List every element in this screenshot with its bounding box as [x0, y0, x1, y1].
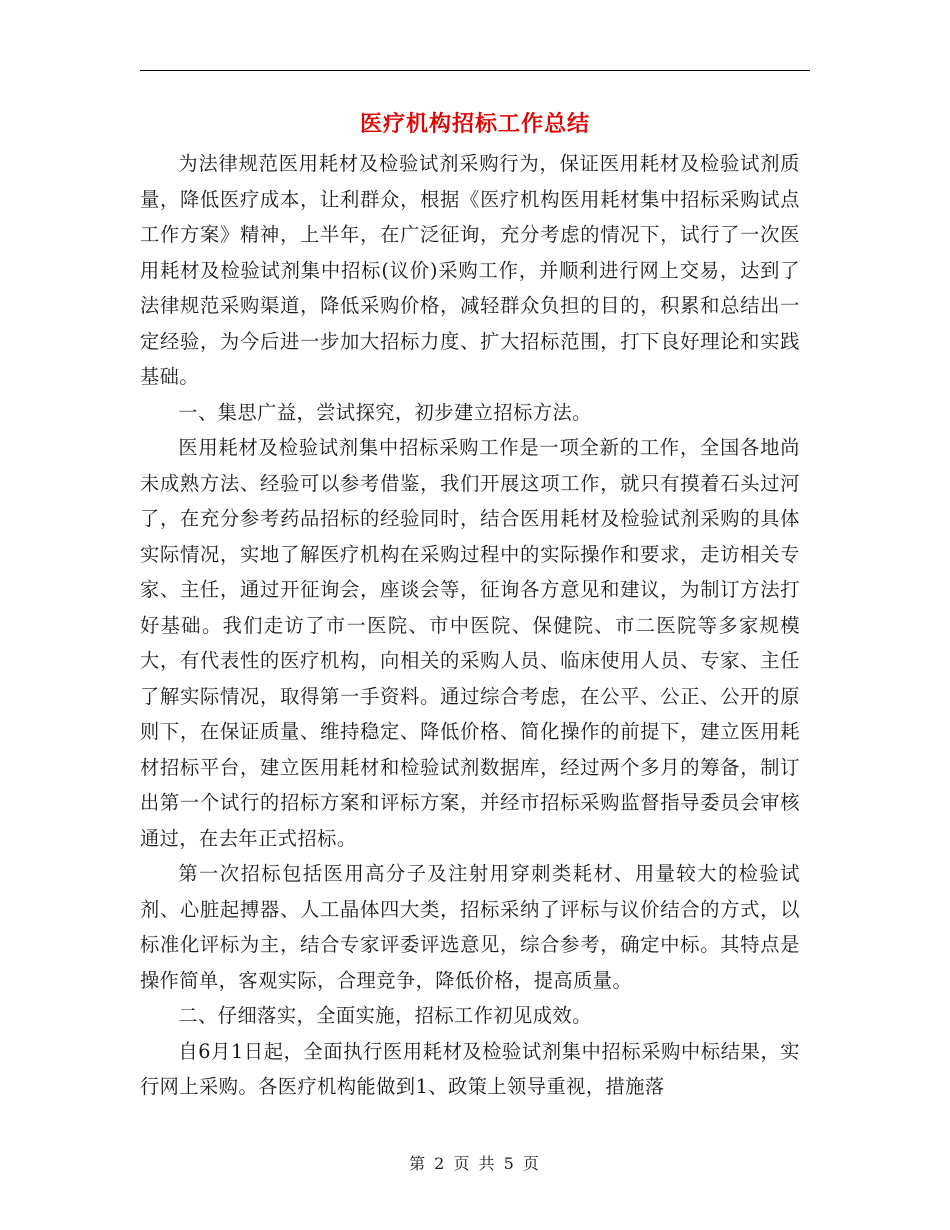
- paragraph-section-2: 自6月1日起，全面执行医用耗材及检验试剂集中招标采购中标结果，实行网上采购。各医疗机构能做到1、政策上领导重视，措施落: [140, 1039, 800, 1098]
- header-rule: [140, 70, 810, 71]
- page-number: 第 2 页 共 5 页: [409, 1154, 541, 1173]
- paragraph-first-tender: 第一次招标包括医用高分子及注射用穿刺类耗材、用量较大的检验试剂、心脏起搏器、人工晶体四大类，招标采纳了评标与议价结合的方式，以标准化评标为主，结合专家评委评选意见，综合参考，确定中标。其特点是操作简单，客观实际，合理竞争，降低价格，提高质量。: [140, 862, 800, 992]
- paragraph-intro: 为法律规范医用耗材及检验试剂采购行为，保证医用耗材及检验试剂质量，降低医疗成本，让利群众，根据《医疗机构医用耗材集中招标采购试点工作方案》精神，上半年，在广泛征询，充分考虑的情况下，试行了一次医用耗材及检验试剂集中招标(议价)采购工作，并顺利进行网上交易，达到了法律规范采购渠道，降低采购价格，减轻群众负担的目的，积累和总结出一定经验，为今后进一步加大招标力度、扩大招标范围，打下良好理论和实践基础。: [140, 152, 800, 388]
- paragraph-section-1: 医用耗材及检验试剂集中招标采购工作是一项全新的工作，全国各地尚未成熟方法、经验可以参考借鉴，我们开展这项工作，就只有摸着石头过河了，在充分参考药品招标的经验同时，结合医用耗材及检验试剂采购的具体实际情况，实地了解医疗机构在采购过程中的实际操作和要求，走访相关专家、主任，通过开征询会，座谈会等，征询各方意见和建议，为制订方法打好基础。我们走访了市一医院、市中医院、保健院、市二医院等多家规模大，有代表性的医疗机构，向相关的采购人员、临床使用人员、专家、主任了解实际情况，取得第一手资料。通过综合考虑，在公平、公正、公开的原则下，在保证质量、维持稳定、降低价格、简化操作的前提下，建立医用耗材招标平台，建立医用耗材和检验试剂数据库，经过两个多月的筹备，制订出第一个试行的招标方案和评标方案，并经市招标采购监督指导委员会审核通过，在去年正式招标。: [140, 436, 800, 850]
- document-body: [140, 146, 800, 1105]
- section-heading-1: 一、集思广益，尝试探究，初步建立招标方法。: [178, 400, 592, 424]
- section-heading-2: 二、仔细落实，全面实施，招标工作初见成效。: [178, 1004, 592, 1027]
- document-title: 医疗机构招标工作总结: [359, 111, 590, 137]
